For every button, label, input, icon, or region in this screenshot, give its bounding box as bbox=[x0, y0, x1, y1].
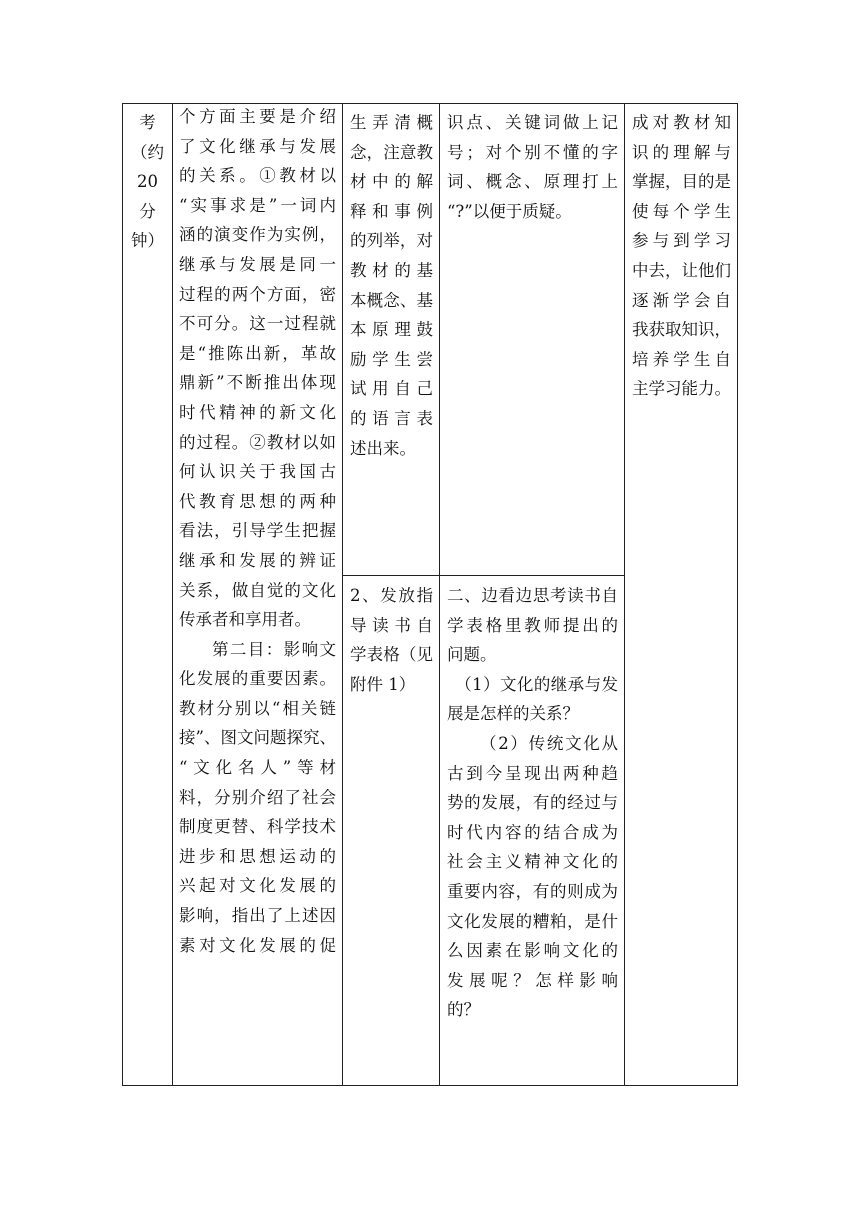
student-line: 问题。 bbox=[447, 645, 497, 665]
content-line: 教材分别以“相关链 bbox=[179, 698, 336, 718]
student-line: （2）传统文化从 bbox=[480, 733, 618, 753]
intent-line: 使每个学生 bbox=[632, 201, 731, 221]
content-line: 进步和思想运动的 bbox=[179, 846, 336, 866]
column-divider-3 bbox=[439, 103, 440, 1086]
teacher-line: 的语言表 bbox=[350, 408, 433, 428]
teacher-line: 本原理鼓 bbox=[350, 320, 433, 340]
column-divider-2 bbox=[342, 103, 343, 1086]
content-cell bbox=[179, 102, 336, 960]
teacher-line: 材中的解 bbox=[350, 172, 433, 192]
student-line: 重要内容，有的则成为 bbox=[447, 881, 618, 901]
student-line: 词、概念、原理打上 bbox=[447, 172, 618, 192]
student-activity-cell bbox=[447, 108, 618, 226]
teacher-line: 励学生尝 bbox=[350, 349, 433, 369]
table-border-bottom bbox=[122, 1085, 738, 1086]
content-line: 素对文化发展的促 bbox=[179, 935, 336, 955]
table-border-right bbox=[737, 103, 738, 1086]
intent-line: 逐渐学会自 bbox=[632, 290, 731, 310]
content-line: 料，分别介绍了社会 bbox=[179, 787, 336, 807]
content-line: 继承与发展是同一 bbox=[179, 254, 336, 274]
intent-line: 我获取知识， bbox=[632, 320, 731, 340]
teacher-activity-cell bbox=[350, 108, 433, 463]
intent-line: 主学习能力。 bbox=[632, 379, 731, 399]
teacher-line: 本概念、基 bbox=[350, 290, 433, 310]
content-line: 鼎新”不断推出体现 bbox=[179, 373, 336, 393]
teacher-line: 试用自己 bbox=[350, 379, 433, 399]
content-line: 传承者和享用者。 bbox=[179, 610, 311, 630]
teacher-activity-cell-2 bbox=[350, 581, 433, 699]
intent-line: 成对教材知 bbox=[632, 113, 731, 132]
content-line: 兴起对文化发展的 bbox=[179, 876, 336, 896]
student-line: “?”以便于质疑。 bbox=[447, 201, 572, 221]
content-line: 的过程。②教材以如 bbox=[179, 432, 336, 452]
teacher-line: 2、发放指 bbox=[350, 586, 433, 605]
intent-line: 参与到学习 bbox=[632, 231, 731, 251]
stage-line: 20 bbox=[137, 172, 158, 192]
teacher-line: 念，注意教 bbox=[350, 142, 433, 162]
stage-line: 考 bbox=[139, 113, 156, 132]
content-line: 化发展的重要因素。 bbox=[179, 669, 336, 689]
intent-line: 中去，让他们 bbox=[632, 260, 731, 280]
content-line: 是“推陈出新，革故 bbox=[179, 343, 336, 363]
teacher-line: 的列举，对 bbox=[350, 231, 433, 251]
stage-line: 分 bbox=[139, 201, 156, 221]
content-line: 过程的两个方面，密 bbox=[179, 284, 336, 304]
student-line: 古到今呈现出两种趋 bbox=[447, 763, 618, 783]
student-line: 势的发展，有的经过与 bbox=[447, 793, 618, 813]
content-line: 的关系。①教材以 bbox=[179, 166, 336, 186]
intent-line: 培养学生自 bbox=[632, 349, 731, 369]
student-line: 时代内容的结合成为 bbox=[447, 822, 618, 842]
intent-line: 识的理解与 bbox=[632, 142, 731, 162]
content-line: 何认识关于我国古 bbox=[179, 462, 336, 482]
content-line: “文化名人”等材 bbox=[179, 758, 336, 778]
column-divider-4 bbox=[624, 103, 625, 1086]
stage-line: （约 bbox=[131, 142, 164, 162]
teacher-line: 附件 1） bbox=[350, 674, 416, 694]
content-line: 接”、图文问题探究、 bbox=[179, 728, 336, 748]
student-line: 文化发展的糟粕，是什 bbox=[447, 911, 618, 931]
teacher-line: 教材的基 bbox=[350, 260, 433, 280]
content-line: 涵的演变作为实例， bbox=[179, 225, 336, 245]
content-line: 看法，引导学生把握 bbox=[179, 521, 336, 541]
student-activity-cell-2 bbox=[447, 581, 618, 1025]
student-line: 社会主义精神文化的 bbox=[447, 852, 618, 872]
design-intent-cell bbox=[632, 108, 731, 404]
content-line: 代教育思想的两种 bbox=[179, 491, 336, 511]
stage-cell bbox=[123, 108, 172, 256]
teacher-line: 述出来。 bbox=[350, 438, 416, 458]
content-line: 时代精神的新文化 bbox=[179, 402, 336, 422]
column-divider-1 bbox=[172, 103, 173, 1086]
content-line: 关系，做自觉的文化 bbox=[179, 580, 336, 600]
stage-line: 钟） bbox=[131, 231, 164, 251]
student-line: 展是怎样的关系？ bbox=[447, 704, 579, 724]
student-line: 二、边看边思考读书自 bbox=[447, 586, 618, 605]
student-line: 号；对个别不懂的字 bbox=[447, 142, 618, 162]
teacher-line: 导读书自 bbox=[350, 615, 433, 635]
intent-line: 掌握，目的是 bbox=[632, 172, 731, 192]
content-line: 继承和发展的辨证 bbox=[179, 550, 336, 570]
content-line: 影响，指出了上述因 bbox=[179, 906, 336, 926]
teacher-line: 学表格（见 bbox=[350, 645, 433, 665]
content-line: 制度更替、科学技术 bbox=[179, 817, 336, 837]
student-line: 的？ bbox=[447, 1000, 480, 1020]
teacher-line: 生弄清概 bbox=[350, 113, 433, 132]
content-line: 了文化继承与发展 bbox=[179, 136, 336, 156]
teacher-line: 释和事例 bbox=[350, 201, 433, 221]
student-line: （1）文化的继承与发 bbox=[455, 674, 618, 694]
row-divider bbox=[342, 575, 625, 576]
student-line: 发展呢？怎样影响 bbox=[447, 970, 618, 990]
student-line: 识点、关键词做上记 bbox=[447, 113, 618, 132]
student-line: 学表格里教师提出的 bbox=[447, 615, 618, 635]
content-line: 不可分。这一过程就 bbox=[179, 314, 336, 334]
content-line: 个方面主要是介绍 bbox=[179, 107, 336, 126]
content-line: “实事求是”一词内 bbox=[179, 195, 336, 215]
content-line: 第二目：影响文 bbox=[212, 639, 336, 659]
student-line: 么因素在影响文化的 bbox=[447, 941, 618, 961]
